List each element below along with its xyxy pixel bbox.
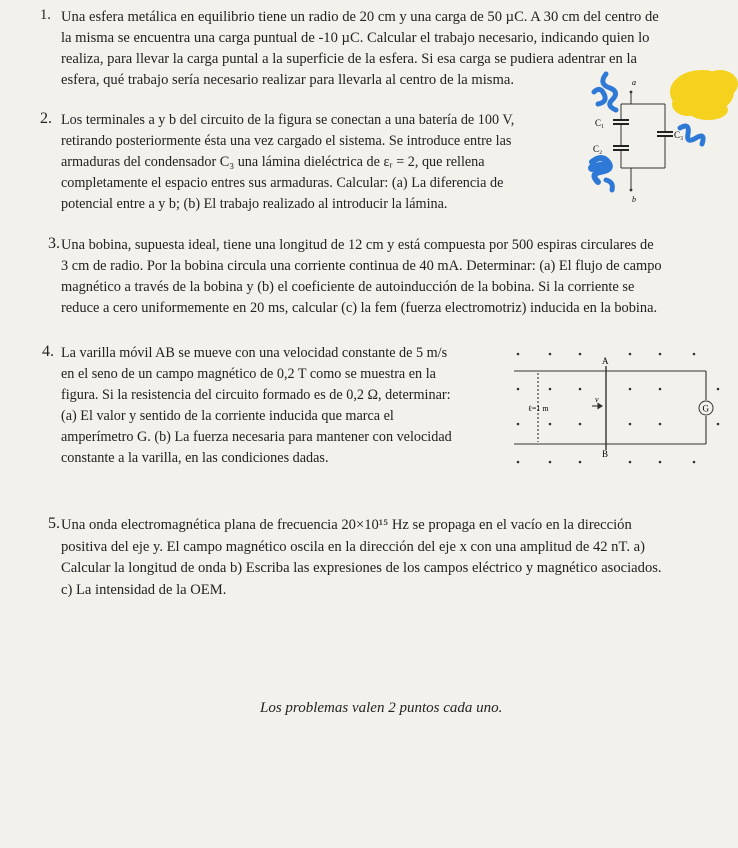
problem-3-line: reduce a cero uniformemente en 20 ms, calcular (c) la fem (fuerza electromotriz) inducida en la bobina. [61, 300, 658, 316]
problem-1-line: esfera, qué trabajo sería necesario realizar para llevarla al centro de la misma. [61, 72, 514, 88]
problem-3-number: 3. [48, 235, 60, 252]
velocity-label: v [595, 395, 599, 404]
problem-2-number: 2. [40, 110, 52, 127]
terminal-a-label: a [632, 78, 636, 87]
ammeter-label: G [702, 403, 709, 414]
rod-length-label: ℓ=1 m [528, 404, 549, 413]
problem-4-line: amperímetro G. (b) La fuerza necesaria para mantener con velocidad [61, 429, 452, 445]
terminal-b-label: b [632, 195, 636, 204]
footer-note: Los problemas valen 2 puntos cada uno. [260, 700, 503, 716]
yellow-highlight-scribble [670, 70, 738, 120]
problem-5-line: positiva del eje y. El campo magnético oscila en la dirección del eje x con una amplitud de 42 nT. a) [61, 538, 645, 555]
c2-label: C₂ [593, 144, 603, 154]
problem-4-line: en el seno de un campo magnético de 0,2 T como se muestra en la [61, 366, 436, 382]
problem-2-line: completamente el espacio entres sus armaduras. Calcular: (a) La diferencia de [61, 175, 504, 191]
problem-4-line: La varilla móvil AB se mueve con una velocidad constante de 5 m/s [61, 345, 448, 361]
capacitor-circuit-figure [580, 62, 738, 212]
problem-1-number: 1. [40, 7, 51, 23]
c3-label: C₃ [674, 130, 684, 140]
problem-3-line: 3 cm de radio. Por la bobina circula una corriente continua de 40 mA. Determinar: (a) El flujo de campo [61, 258, 662, 274]
problem-1-line: la misma se encuentra una carga puntual de -10 µC. Calcular el trabajo necesario, indicando quien lo [61, 30, 650, 46]
problem-4-number: 4. [42, 343, 54, 360]
problem-2-line: Los terminales a y b del circuito de la figura se conectan a una batería de 100 V, [61, 112, 515, 128]
problem-4-text [61, 343, 496, 469]
problem-5-line: Una onda electromagnética plana de frecuencia 20×10¹⁵ Hz se propaga en el vacío en la dirección [61, 517, 632, 533]
problem-2-line: potencial entre a y b; (b) El trabajo realizado al introducir la lámina. [61, 196, 448, 212]
problem-5-line: Calcular la longitud de onda b) Escriba las expresiones de los campos eléctrico y magnético asociados. [61, 560, 662, 576]
problem-1-line: realiza, para llevar la carga puntal a la superficie de la esfera. Si esa carga se pudiera adentrar en la [61, 51, 637, 67]
problem-5-number: 5. [48, 515, 60, 532]
problem-2-line: retirando posteriormente ésta una vez cargado el sistema. Se introduce entre las [61, 133, 512, 149]
moving-rod-figure [508, 340, 732, 475]
problem-4-line: figura. Si la resistencia del circuito formado es de 0,2 Ω, determinar: [61, 387, 451, 403]
problem-5-line: c) La intensidad de la OEM. [61, 581, 227, 598]
capacitor-plates [613, 120, 673, 150]
problem-3-text [61, 235, 693, 319]
problem-2-text [61, 110, 576, 215]
problem-2-line: armaduras del condensador C₃ una lámina dieléctrica de εᵣ = 2, que rellena [61, 154, 485, 170]
point-a-label: A [602, 356, 609, 366]
problem-3-line: magnético a través de la bobina y (b) el coeficiente de autoinducción de la bobina. Si la corriente se [61, 279, 635, 295]
problem-4-line: constante a la varilla, en las condiciones dadas. [61, 450, 329, 466]
problem-5-text [61, 515, 711, 601]
c1-label: C₁ [595, 118, 605, 128]
problem-1-line: Una esfera metálica en equilibrio tiene un radio de 20 cm y una carga de 50 µC. A 30 cm del centro de [61, 9, 659, 25]
point-b-label: B [602, 449, 609, 459]
problem-4-line: (a) El valor y sentido de la corriente inducida que marca el [61, 408, 394, 424]
problem-3-line: Una bobina, supuesta ideal, tiene una longitud de 12 cm y está compuesta por 500 espiras circulares de [61, 237, 654, 253]
